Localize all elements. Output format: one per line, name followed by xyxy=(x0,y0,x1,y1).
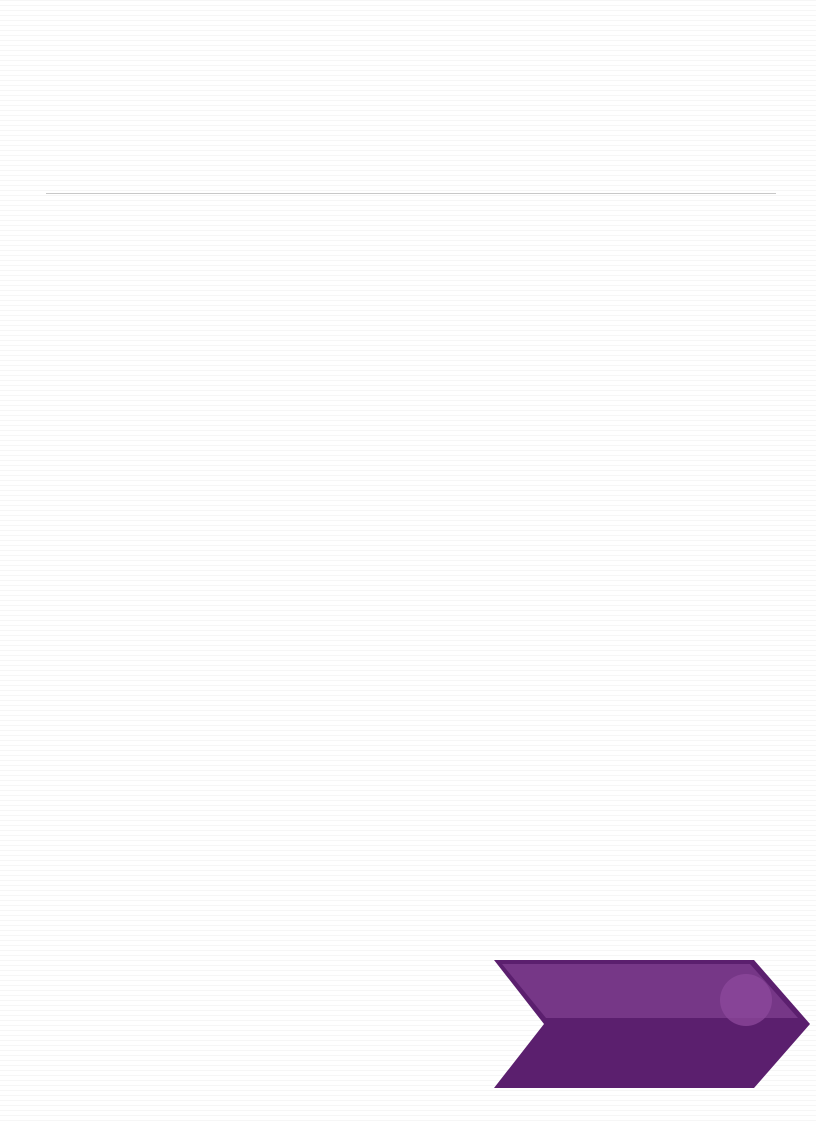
number-badge-circle xyxy=(720,974,772,1026)
phase-chevron-graphic xyxy=(494,960,810,1088)
title-divider xyxy=(46,193,776,194)
